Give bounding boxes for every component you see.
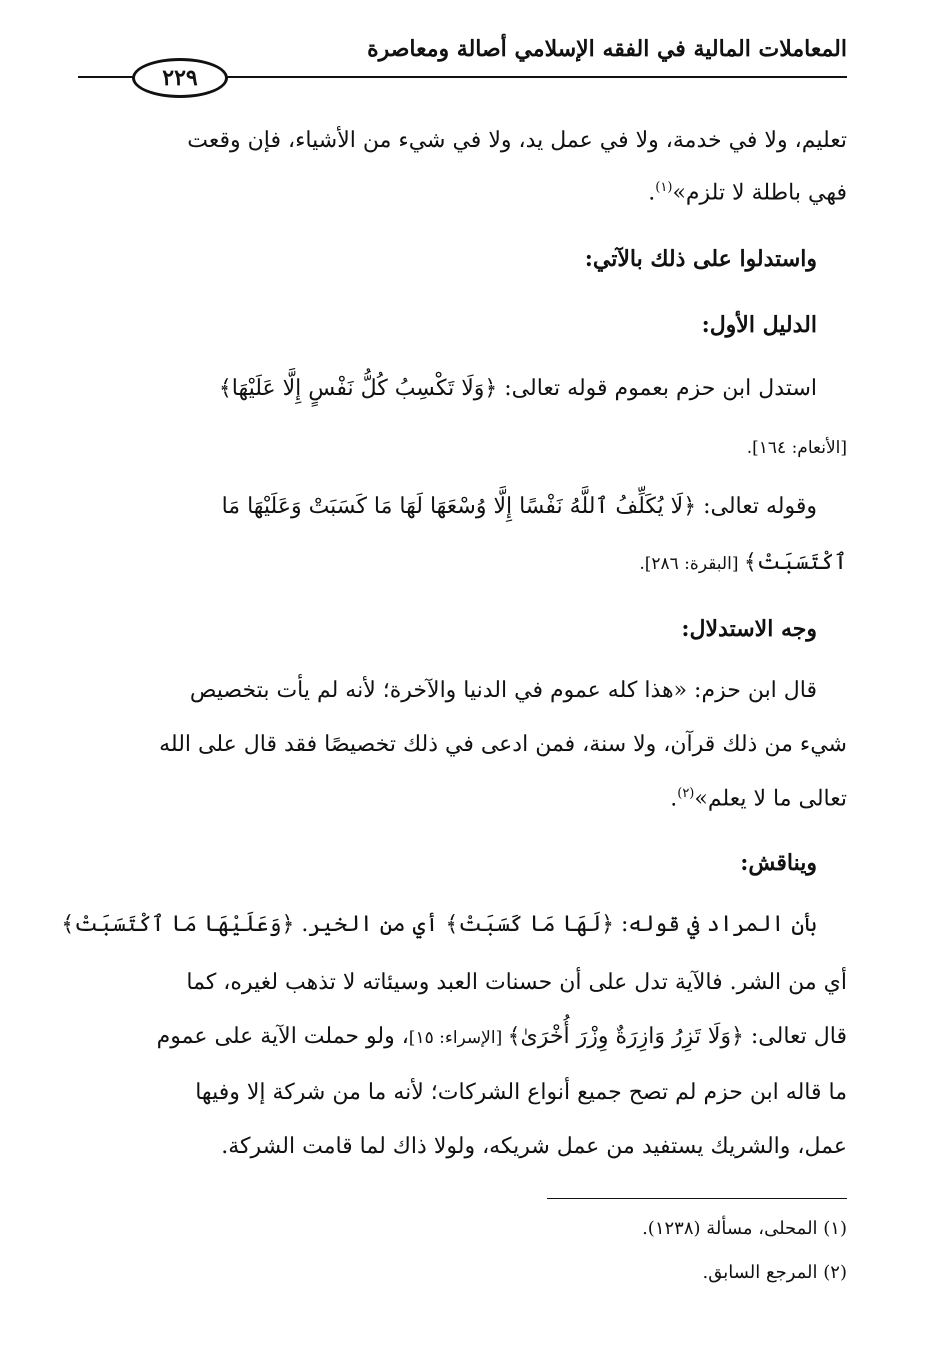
discussion-line: قال تعالى: ﴿وَلَا تَزِرُ وَازِرَةٌ وِزْرَ أُخْرَىٰ﴾ [الإسراء: ١٥]، ولو حملت الآية على عموم [156, 1024, 847, 1049]
page-number: ٢٢٩ [132, 58, 228, 98]
quran-verse: ﴿لَا يُكَلِّفُ ٱللَّهُ نَفْسًا إِلَّا وُسْعَهَا لَهَا مَا كَسَبَتْ وَعَلَيْهَا مَا [221, 494, 697, 519]
quran-verse: ﴿وَلَا تَزِرُ وَازِرَةٌ وِزْرَ أُخْرَىٰ﴾ [507, 1024, 744, 1049]
footnote-ref: (١) [655, 180, 673, 195]
verse-reference: [الأنعام: ١٦٤]. [746, 438, 847, 458]
body-line: فهي باطلة لا تلزم»$^{(١)}$. [648, 180, 847, 206]
body-line: تعليم، ولا في خدمة، ولا في عمل يد، ولا في شيء من الأشياء، فإن وقعت [187, 128, 847, 153]
footnote-ref: (٢) [677, 786, 695, 801]
quran-verse: ﴿لَهَا مَا كَسَبَتْ﴾ [445, 912, 615, 937]
quote-line: شيء من ذلك قرآن، ولا سنة، فمن ادعى في ذلك تخصيصًا فقد قال على الله [159, 732, 847, 757]
quran-verse: ﴿وَلَا تَكْسِبُ كُلُّ نَفْسٍ إِلَّا عَلَيْهَا﴾ [218, 376, 498, 401]
quran-verse: ٱكْتَسَبَتْ﴾ [743, 550, 847, 575]
footnote: (١) المحلى، مسألة (١٢٣٨). [642, 1218, 847, 1239]
section-heading: وجه الاستدلال: [681, 616, 817, 642]
book-title: المعاملات المالية في الفقه الإسلامي أصالة ومعاصرة [367, 36, 847, 62]
quran-verse: ﴿وَعَلَيْهَا مَا ٱكْتَسَبَتْ﴾ [61, 912, 295, 937]
discussion-line: بأن المراد في قوله: ﴿لَهَا مَا كَسَبَتْ﴾ أي من الخير. ﴿وَعَلَيْهَا مَا ٱكْتَسَبَتْ﴾ [61, 912, 817, 937]
section-heading: ويناقش: [740, 850, 817, 876]
discussion-line: عمل، والشريك يستفيد من عمل شريكه، ولولا ذاك لما قامت الشركة. [221, 1134, 847, 1159]
quote-line: تعالى ما لا يعلم»$^{(٢)}$. [670, 786, 847, 812]
intro-line: واستدلوا على ذلك بالآتي: [584, 246, 817, 272]
footnote-rule [547, 1198, 847, 1199]
section-heading: الدليل الأول: [701, 312, 817, 338]
verse-reference: [الإسراء: ١٥] [408, 1028, 508, 1048]
discussion-line: أي من الشر. فالآية تدل على أن حسنات العبد وسيئاته لا تذهب لغيره، كما [186, 970, 847, 995]
body-line [639, 550, 847, 575]
footnote: (٢) المرجع السابق. [702, 1262, 847, 1283]
verse-reference: [البقرة: ٢٨٦]. [639, 554, 744, 574]
evidence-paragraph: استدل ابن حزم بعموم قوله تعالى: ﴿وَلَا تَكْسِبُ كُلُّ نَفْسٍ إِلَّا عَلَيْهَا﴾ [218, 376, 817, 401]
discussion-line: ما قاله ابن حزم لم تصح جميع أنواع الشركات؛ لأنه ما من شركة إلا وفيها [195, 1080, 847, 1105]
quote-line: قال ابن حزم: «هذا كله عموم في الدنيا والآخرة؛ لأنه لم يأت بتخصيص [189, 678, 817, 703]
evidence-paragraph: وقوله تعالى: ﴿لَا يُكَلِّفُ ٱللَّهُ نَفْسًا إِلَّا وُسْعَهَا لَهَا مَا كَسَبَتْ وَعَلَيْهَا مَا [221, 494, 817, 519]
